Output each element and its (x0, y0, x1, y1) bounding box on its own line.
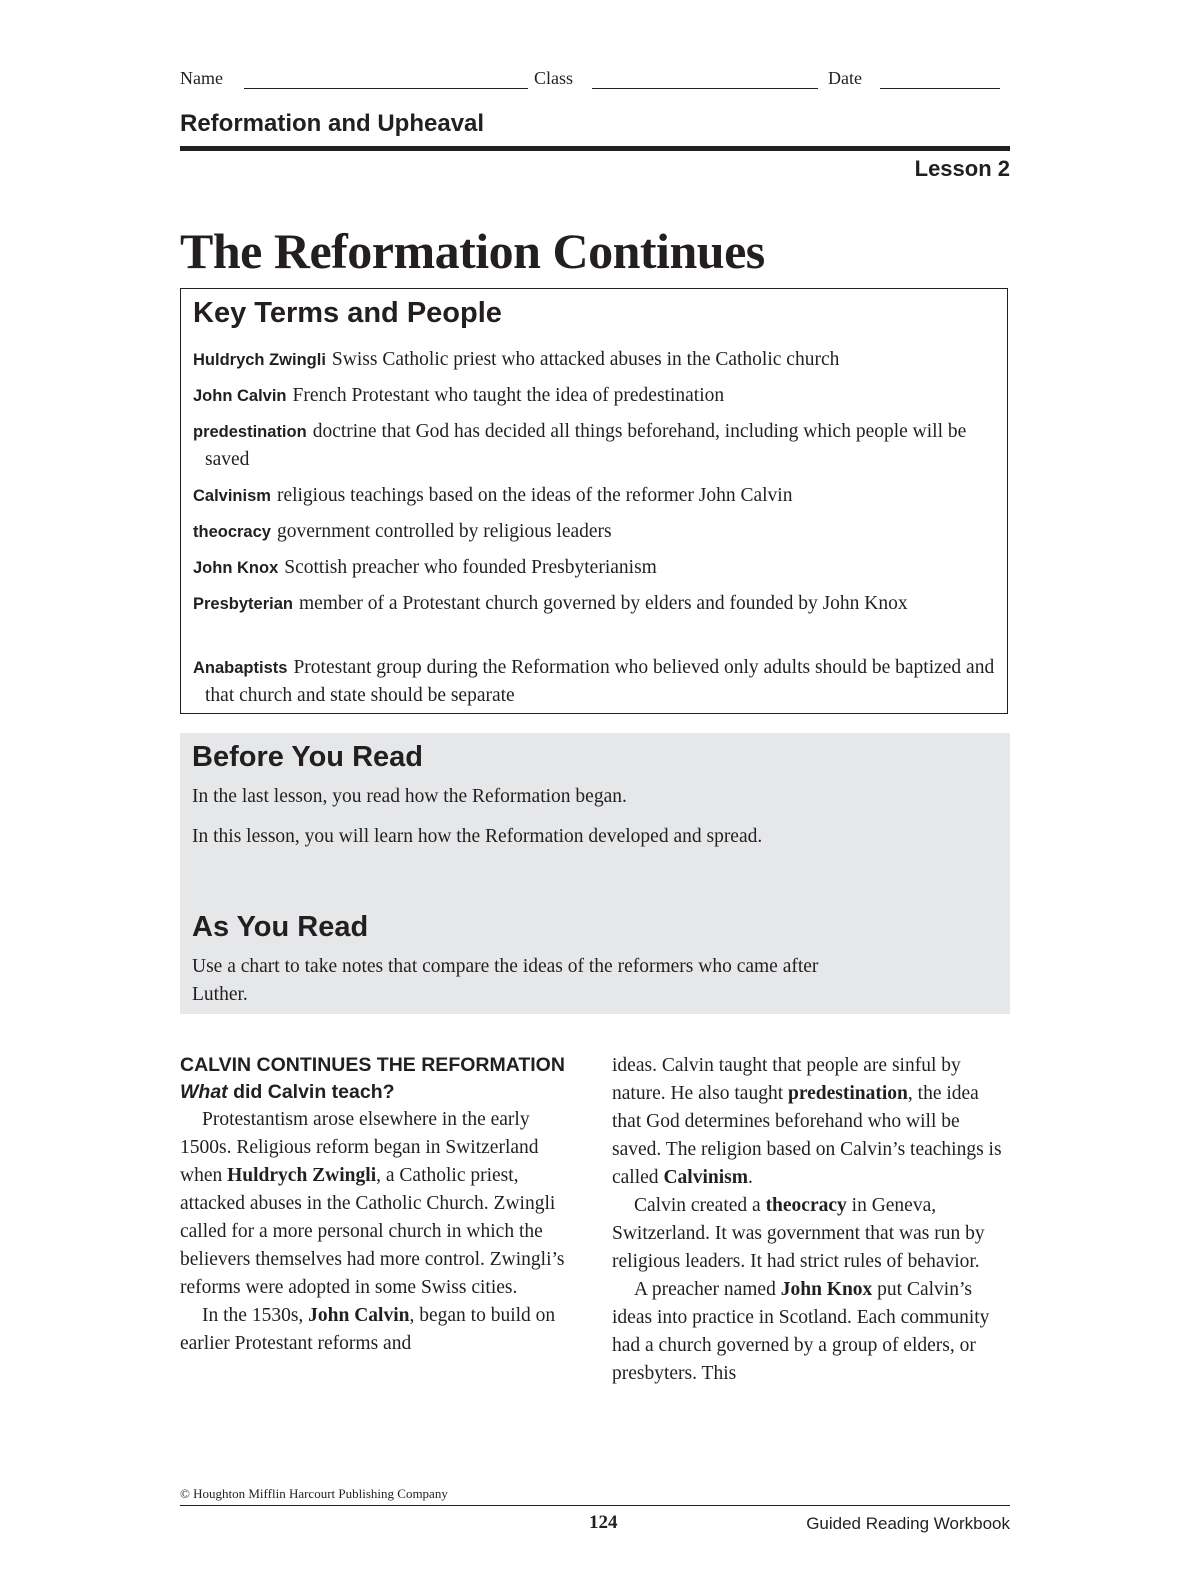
term-knox: John Knox (780, 1279, 873, 1300)
term-calvinism: Calvinism (663, 1167, 748, 1188)
body-paragraph: In the 1530s, John Calvin, began to build on earlier Protestant reforms and (180, 1305, 556, 1354)
key-term: theocracy (193, 523, 271, 541)
key-term-item (193, 518, 1005, 546)
header-rule (180, 146, 1010, 151)
term-calvin: John Calvin (308, 1305, 410, 1326)
before-you-read-heading: Before You Read (192, 741, 423, 773)
body-paragraph: Calvin created a theocracy in Geneva, Switzerland. It was government that was run by religious leaders. It had strict rules of behavior. (612, 1195, 985, 1272)
section-heading: CALVIN CONTINUES THE REFORMATION (180, 1054, 565, 1076)
page-number: 124 (589, 1512, 618, 1533)
unit-title: Reformation and Upheaval (180, 110, 485, 137)
term-zwingli: Huldrych Zwingli (227, 1165, 377, 1186)
key-term-item (193, 590, 1005, 618)
key-terms-heading: Key Terms and People (193, 297, 502, 329)
class-label: Class (534, 68, 574, 88)
key-term-item (193, 418, 1005, 474)
key-term: John Knox (193, 559, 279, 577)
key-term-item (193, 654, 1005, 710)
body-paragraph: ideas. Calvin taught that people are sinful by nature. He also taught predestination, the idea that God determines beforehand who will be saved. The religion based on Calvin’s teachings is called Calvinism. (612, 1055, 1002, 1188)
before-you-read-text-1: In the last lesson, you read how the Reformation began. (192, 786, 627, 807)
term-predestination: predestination (788, 1083, 908, 1104)
key-term-definition: Swiss Catholic priest who attacked abuses in the Catholic church (331, 349, 840, 370)
term-theocracy: theocracy (765, 1195, 847, 1216)
key-term: predestination (193, 423, 307, 441)
section-question (180, 1078, 572, 1106)
key-term-definition: Protestant group during the Reformation who believed only adults should be baptized and that church and state should be separate (205, 657, 995, 706)
key-term: Huldrych Zwingli (193, 351, 326, 369)
key-term-item (193, 382, 1005, 410)
key-term-definition: government controlled by religious leaders (276, 521, 612, 542)
question-rest: did Calvin teach? (227, 1081, 395, 1103)
key-term-definition: French Protestant who taught the idea of predestination (292, 385, 725, 406)
body-paragraph: A preacher named John Knox put Calvin’s ideas into practice in Scotland. Each community had a church governed by a group of elders, or presbyters. This (612, 1279, 990, 1384)
left-column (180, 1052, 572, 1358)
reading-guide-box (180, 733, 1010, 1014)
key-term: Calvinism (193, 487, 271, 505)
key-term: John Calvin (193, 387, 287, 405)
lesson-label: Lesson 2 (914, 156, 1010, 181)
name-field-line (244, 88, 528, 89)
key-term-item (193, 482, 1005, 510)
key-terms-box (180, 288, 1008, 714)
key-term-definition: doctrine that God has decided all things beforehand, including which people will be saved (205, 421, 967, 470)
as-you-read-heading: As You Read (192, 911, 369, 943)
key-term-definition: member of a Protestant church governed by elders and founded by John Knox (298, 593, 908, 614)
copyright-notice: © Houghton Mifflin Harcourt Publishing Company (180, 1486, 448, 1501)
footer-rule (180, 1505, 1010, 1506)
as-you-read-text: Use a chart to take notes that compare the ideas of the reformers who came after Luther. (192, 956, 819, 1005)
key-term-item (193, 554, 1005, 582)
page-title: The Reformation Continues (180, 223, 765, 279)
right-column (612, 1052, 1012, 1388)
key-term: Presbyterian (193, 595, 293, 613)
name-label: Name (180, 68, 223, 88)
before-you-read-text-2: In this lesson, you will learn how the Reformation developed and spread. (192, 826, 763, 847)
key-term: Anabaptists (193, 659, 288, 677)
workbook-title: Guided Reading Workbook (806, 1514, 1010, 1533)
question-word: What (180, 1081, 228, 1103)
date-field-line (880, 88, 1000, 89)
key-term-item (193, 346, 1005, 374)
key-term-definition: religious teachings based on the ideas of the reformer John Calvin (276, 485, 793, 506)
date-label: Date (828, 68, 862, 88)
key-term-definition: Scottish preacher who founded Presbyterianism (284, 557, 657, 578)
class-field-line (592, 88, 818, 89)
body-paragraph: Protestantism arose elsewhere in the early 1500s. Religious reform began in Switzerland when Huldrych Zwingli, a Catholic priest, attacked abuses in the Catholic Church. Zwingli called for a more personal church in which the believers themselves had more control. Zwingli’s reforms were adopted in some Swiss cities. (180, 1109, 565, 1298)
student-info-row (180, 68, 1010, 94)
